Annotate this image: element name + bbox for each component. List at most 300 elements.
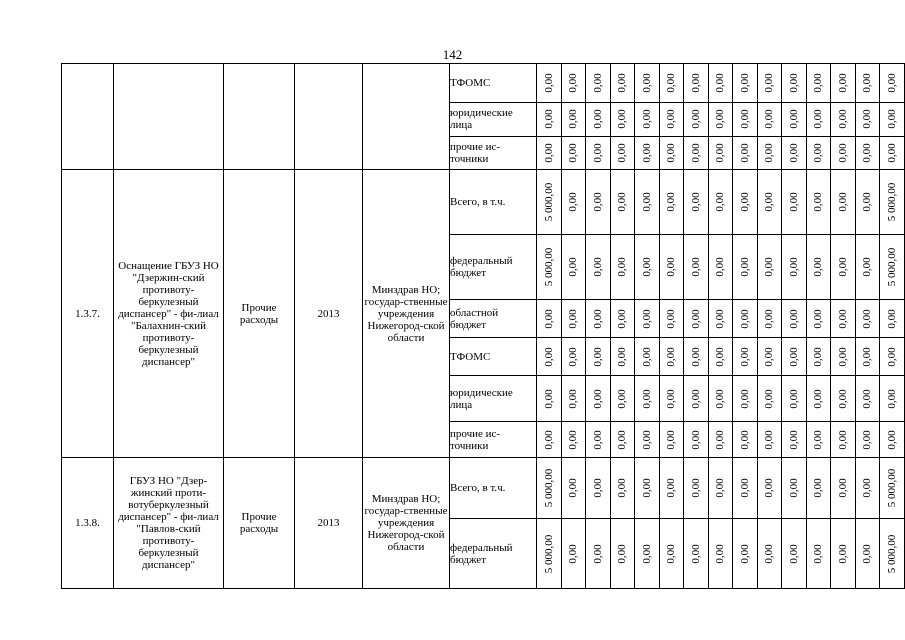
value-text: 0,00 (738, 389, 751, 409)
value-cell (855, 234, 880, 299)
value-text: 0,00 (689, 478, 702, 498)
value-text: 0,00 (640, 73, 653, 93)
value-cell (610, 103, 635, 137)
value-text: 0,00 (738, 257, 751, 277)
value-text: 0,00 (861, 308, 874, 329)
executor-cell: Минздрав НО; государ-ственные учреждения Нижегород-ской области (363, 170, 450, 458)
value-text: 0,00 (738, 143, 751, 163)
value-text: 0,00 (591, 346, 604, 367)
value-text: 0,00 (665, 143, 678, 163)
value-cell (782, 64, 807, 103)
value-text: 0,00 (787, 430, 800, 450)
source-cell: федеральный бюджет (450, 519, 537, 589)
value-cell (561, 234, 586, 299)
value-cell (684, 519, 709, 589)
value-cell (733, 170, 758, 234)
value-cell (806, 103, 831, 137)
value-cell (757, 338, 782, 376)
value-text: 0,00 (885, 143, 898, 163)
value-text: 0,00 (714, 257, 727, 277)
value-text: 0,00 (861, 430, 874, 450)
value-cell (855, 170, 880, 234)
value-cell (757, 64, 782, 103)
value-text: 0,00 (616, 73, 629, 93)
value-text: 0,00 (763, 308, 776, 329)
value-cell (880, 458, 905, 519)
value-text: 0,00 (591, 192, 604, 212)
value-cell (610, 234, 635, 299)
value-cell (684, 376, 709, 422)
year-cell: 2013 (295, 170, 363, 458)
value-cell (708, 300, 733, 338)
value-cell (708, 519, 733, 589)
value-text: 0,00 (787, 389, 800, 409)
value-text: 0,00 (689, 346, 702, 367)
value-text: 0,00 (787, 544, 800, 564)
budget-table (61, 63, 905, 589)
value-cell (831, 64, 856, 103)
cont-expense-cell (224, 64, 295, 170)
value-cell (757, 170, 782, 234)
value-cell (831, 376, 856, 422)
value-text: 0,00 (640, 430, 653, 450)
value-cell (880, 376, 905, 422)
source-cell: юридические лица (450, 103, 537, 137)
value-cell (708, 338, 733, 376)
value-cell (610, 300, 635, 338)
value-text: 0,00 (861, 478, 874, 498)
value-cell (880, 136, 905, 170)
value-text: 0,00 (689, 389, 702, 409)
value-cell (561, 338, 586, 376)
value-text: 0,00 (836, 192, 849, 212)
value-cell (708, 103, 733, 137)
value-text: 5 000,00 (885, 469, 898, 508)
year-cell: 2013 (295, 458, 363, 589)
value-cell (684, 64, 709, 103)
value-cell (757, 422, 782, 458)
value-text: 0,00 (567, 257, 580, 277)
value-text: 0,00 (665, 109, 678, 129)
value-text: 0,00 (567, 430, 580, 450)
source-cell: прочие ис-точники (450, 422, 537, 458)
value-text: 0,00 (812, 143, 825, 163)
expense-type-cell: Прочие расходы (224, 458, 295, 589)
value-cell (831, 170, 856, 234)
value-text: 0,00 (665, 73, 678, 93)
value-cell (831, 103, 856, 137)
value-cell (855, 136, 880, 170)
value-text: 0,00 (665, 389, 678, 409)
value-text: 0,00 (616, 192, 629, 212)
value-text: 0,00 (861, 346, 874, 367)
value-text: 0,00 (665, 308, 678, 329)
value-text: 0,00 (714, 478, 727, 498)
value-text: 0,00 (787, 478, 800, 498)
value-cell (537, 338, 562, 376)
value-text: 0,00 (616, 478, 629, 498)
code-cell: 1.3.7. (62, 170, 114, 458)
value-text: 0,00 (787, 73, 800, 93)
value-text: 0,00 (567, 389, 580, 409)
value-text: 0,00 (861, 389, 874, 409)
value-text: 0,00 (763, 257, 776, 277)
value-cell (659, 103, 684, 137)
value-cell (782, 300, 807, 338)
value-cell (708, 422, 733, 458)
value-text: 0,00 (763, 430, 776, 450)
value-cell (610, 376, 635, 422)
value-cell (831, 136, 856, 170)
value-text: 0,00 (836, 478, 849, 498)
value-text: 0,00 (665, 257, 678, 277)
value-text: 0,00 (812, 430, 825, 450)
value-text: 0,00 (542, 389, 555, 409)
value-text: 0,00 (567, 346, 580, 367)
value-cell (855, 519, 880, 589)
value-text: 0,00 (567, 192, 580, 212)
value-text: 0,00 (542, 346, 555, 367)
value-cell (561, 519, 586, 589)
value-text: 0,00 (861, 192, 874, 212)
value-cell (537, 519, 562, 589)
source-cell: федеральный бюджет (450, 234, 537, 299)
value-cell (586, 376, 611, 422)
value-cell (855, 103, 880, 137)
value-cell (708, 458, 733, 519)
value-text: 5 000,00 (542, 534, 555, 573)
page-number: 142 (442, 47, 463, 62)
value-cell (586, 519, 611, 589)
value-cell (635, 170, 660, 234)
value-text: 5 000,00 (542, 469, 555, 508)
value-cell (537, 234, 562, 299)
value-text: 0,00 (616, 109, 629, 129)
value-text: 0,00 (689, 73, 702, 93)
value-text: 0,00 (763, 478, 776, 498)
value-cell (586, 458, 611, 519)
value-cell (855, 338, 880, 376)
value-cell (782, 103, 807, 137)
value-text: 0,00 (763, 73, 776, 93)
value-text: 0,00 (714, 73, 727, 93)
value-cell (831, 519, 856, 589)
value-cell (880, 338, 905, 376)
value-cell (684, 458, 709, 519)
value-cell (586, 136, 611, 170)
value-text: 0,00 (591, 257, 604, 277)
value-text: 0,00 (763, 389, 776, 409)
value-text: 0,00 (738, 109, 751, 129)
value-cell (733, 376, 758, 422)
value-text: 0,00 (885, 73, 898, 93)
value-text: 5 000,00 (885, 534, 898, 573)
value-cell (561, 376, 586, 422)
cont-code-cell (62, 64, 114, 170)
value-text: 0,00 (640, 346, 653, 367)
value-text: 0,00 (689, 257, 702, 277)
value-cell (684, 300, 709, 338)
value-cell (806, 234, 831, 299)
value-cell (757, 136, 782, 170)
value-text: 0,00 (640, 544, 653, 564)
value-cell (782, 136, 807, 170)
value-text: 5 000,00 (885, 247, 898, 287)
value-cell (684, 338, 709, 376)
value-cell (782, 170, 807, 234)
value-text: 0,00 (812, 478, 825, 498)
value-cell (635, 136, 660, 170)
value-cell (782, 338, 807, 376)
value-cell (831, 300, 856, 338)
value-cell (831, 338, 856, 376)
value-cell (659, 519, 684, 589)
value-text: 0,00 (567, 109, 580, 129)
value-cell (855, 458, 880, 519)
value-cell (806, 376, 831, 422)
value-text: 0,00 (812, 257, 825, 277)
value-text: 0,00 (812, 308, 825, 329)
value-text: 0,00 (812, 109, 825, 129)
value-text: 0,00 (640, 478, 653, 498)
value-cell (659, 136, 684, 170)
value-text: 0,00 (591, 73, 604, 93)
value-cell (855, 64, 880, 103)
value-text: 0,00 (738, 308, 751, 329)
value-text: 0,00 (885, 308, 898, 329)
value-text: 0,00 (836, 143, 849, 163)
value-cell (782, 458, 807, 519)
table-row (62, 170, 905, 234)
value-cell (586, 170, 611, 234)
value-cell (880, 519, 905, 589)
value-text: 0,00 (787, 308, 800, 329)
value-text: 0,00 (738, 73, 751, 93)
value-text: 0,00 (640, 192, 653, 212)
value-cell (684, 234, 709, 299)
value-text: 0,00 (836, 346, 849, 367)
value-text: 0,00 (542, 308, 555, 329)
value-text: 0,00 (787, 346, 800, 367)
value-cell (880, 234, 905, 299)
source-cell: ТФОМС (450, 64, 537, 103)
cont-year-cell (295, 64, 363, 170)
value-cell (831, 234, 856, 299)
value-cell (855, 300, 880, 338)
value-cell (757, 519, 782, 589)
value-cell (733, 103, 758, 137)
value-cell (708, 170, 733, 234)
value-cell (537, 103, 562, 137)
table-row (62, 64, 905, 103)
value-text: 0,00 (714, 143, 727, 163)
value-cell (635, 519, 660, 589)
value-text: 0,00 (763, 143, 776, 163)
value-text: 0,00 (763, 192, 776, 212)
value-text: 0,00 (714, 192, 727, 212)
value-cell (708, 376, 733, 422)
value-text: 0,00 (861, 109, 874, 129)
value-cell (880, 103, 905, 137)
value-text: 0,00 (812, 73, 825, 93)
value-cell (586, 103, 611, 137)
value-cell (586, 422, 611, 458)
value-text: 0,00 (640, 109, 653, 129)
value-cell (806, 300, 831, 338)
value-cell (880, 64, 905, 103)
value-text: 0,00 (616, 430, 629, 450)
value-cell (659, 422, 684, 458)
value-text: 0,00 (885, 389, 898, 409)
value-text: 0,00 (714, 308, 727, 329)
value-cell (586, 234, 611, 299)
value-cell (586, 338, 611, 376)
source-cell: юридические лица (450, 376, 537, 422)
value-cell (537, 170, 562, 234)
value-text: 0,00 (787, 109, 800, 129)
value-cell (806, 422, 831, 458)
value-text: 0,00 (812, 544, 825, 564)
value-text: 0,00 (738, 346, 751, 367)
value-text: 0,00 (763, 109, 776, 129)
value-cell (610, 338, 635, 376)
value-cell (537, 64, 562, 103)
source-cell: Всего, в т.ч. (450, 170, 537, 234)
value-cell (757, 376, 782, 422)
value-text: 0,00 (640, 143, 653, 163)
value-cell (561, 422, 586, 458)
value-cell (659, 170, 684, 234)
value-cell (757, 103, 782, 137)
value-text: 0,00 (542, 430, 555, 450)
value-cell (610, 458, 635, 519)
value-text: 5 000,00 (885, 182, 898, 222)
value-text: 0,00 (812, 346, 825, 367)
value-cell (782, 422, 807, 458)
value-cell (561, 170, 586, 234)
value-cell (708, 136, 733, 170)
value-cell (684, 422, 709, 458)
value-cell (806, 136, 831, 170)
source-cell: областной бюджет (450, 300, 537, 338)
value-text: 0,00 (591, 430, 604, 450)
value-cell (537, 376, 562, 422)
value-cell (659, 458, 684, 519)
value-cell (635, 458, 660, 519)
value-text: 0,00 (787, 192, 800, 212)
value-cell (659, 376, 684, 422)
value-cell (610, 136, 635, 170)
value-cell (635, 103, 660, 137)
value-cell (561, 300, 586, 338)
value-text: 0,00 (542, 73, 555, 93)
value-text: 0,00 (836, 109, 849, 129)
value-cell (806, 458, 831, 519)
value-cell (733, 338, 758, 376)
value-cell (806, 338, 831, 376)
table-row (62, 458, 905, 519)
value-cell (708, 234, 733, 299)
value-cell (635, 64, 660, 103)
value-text: 0,00 (616, 544, 629, 564)
value-cell (537, 300, 562, 338)
value-cell (635, 300, 660, 338)
value-cell (635, 422, 660, 458)
value-text: 0,00 (714, 109, 727, 129)
cont-executor-cell (363, 64, 450, 170)
value-text: 0,00 (591, 143, 604, 163)
value-text: 0,00 (763, 346, 776, 367)
value-text: 0,00 (763, 544, 776, 564)
name-cell: Оснащение ГБУЗ НО "Дзержин-ский противоту-беркулезный диспансер" - фи-лиал "Балахнин-ский противоту-беркулезный диспансер" (114, 170, 224, 458)
value-text: 0,00 (689, 308, 702, 329)
value-text: 0,00 (689, 544, 702, 564)
value-cell (733, 422, 758, 458)
value-cell (733, 234, 758, 299)
value-cell (757, 458, 782, 519)
value-text: 0,00 (689, 430, 702, 450)
value-cell (782, 234, 807, 299)
value-text: 0,00 (689, 109, 702, 129)
value-text: 0,00 (591, 478, 604, 498)
value-text: 5 000,00 (542, 247, 555, 287)
value-cell (659, 338, 684, 376)
value-text: 0,00 (885, 346, 898, 367)
value-text: 0,00 (714, 430, 727, 450)
expense-type-cell: Прочие расходы (224, 170, 295, 458)
value-text: 0,00 (689, 192, 702, 212)
value-text: 0,00 (567, 308, 580, 329)
value-cell (806, 519, 831, 589)
value-cell (659, 300, 684, 338)
value-text: 0,00 (787, 143, 800, 163)
value-text: 0,00 (665, 544, 678, 564)
value-cell (561, 103, 586, 137)
value-cell (733, 136, 758, 170)
value-text: 0,00 (665, 478, 678, 498)
value-text: 0,00 (591, 544, 604, 564)
value-text: 0,00 (787, 257, 800, 277)
value-cell (806, 170, 831, 234)
value-text: 0,00 (591, 308, 604, 329)
value-text: 0,00 (616, 143, 629, 163)
value-cell (757, 234, 782, 299)
value-cell (561, 64, 586, 103)
value-text: 0,00 (885, 430, 898, 450)
value-cell (733, 519, 758, 589)
value-text: 0,00 (836, 308, 849, 329)
value-cell (635, 338, 660, 376)
value-text: 0,00 (567, 544, 580, 564)
value-text: 0,00 (861, 73, 874, 93)
value-cell (708, 64, 733, 103)
value-text: 0,00 (812, 192, 825, 212)
source-cell: прочие ис-точники (450, 136, 537, 170)
value-cell (782, 519, 807, 589)
value-cell (880, 300, 905, 338)
source-cell: Всего, в т.ч. (450, 458, 537, 519)
value-cell (635, 376, 660, 422)
value-cell (586, 64, 611, 103)
value-text: 0,00 (665, 192, 678, 212)
cont-name-cell (114, 64, 224, 170)
code-cell: 1.3.8. (62, 458, 114, 589)
value-cell (855, 422, 880, 458)
value-cell (757, 300, 782, 338)
value-text: 0,00 (665, 346, 678, 367)
value-text: 0,00 (640, 389, 653, 409)
value-text: 0,00 (861, 257, 874, 277)
